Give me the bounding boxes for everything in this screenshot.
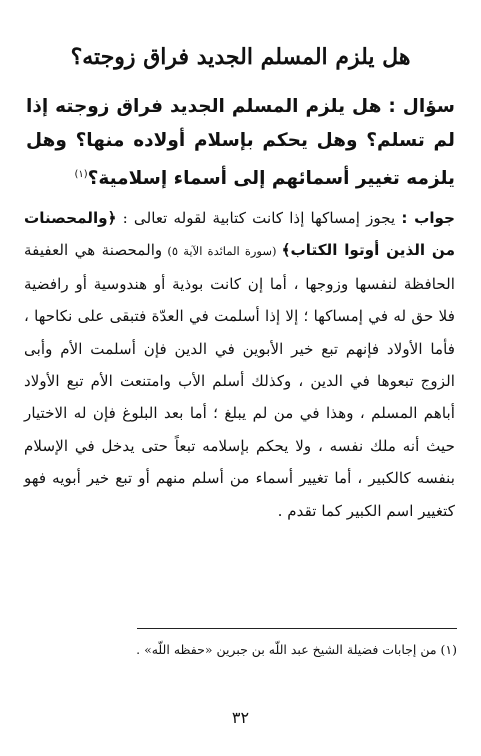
answer-body: والمحصنة هي العفيفة الحافظة لنفسها وزوجها ، أما إن كانت بوذية أو هندوسية أو رافضية فلا حق له في إمساكها ؛ إلا إذا أسلمت في العدّة فتبقى على نكاحها ، فأما الأولاد فإنهم تبع خير الأبوين في الدين فإن أسلمت الأم وأبى الزوج تبعوها في الدين ، وكذلك أسلم الأب وامتنعت الأم تبع الأولاد أباهم المسلم ، وهذا في من لم يبلغ ؛ أما بعد البلوغ فإن له الاختيار حيث أنه ملك نفسه ، ولا يحكم بإسلامه تبعاً حتى يدخل في الإسلام بنفسه كالكبير ، أما تغيير أسماء من أسلم منهم أو تبع خير أبويه فهو كتغيير اسم الكبير كما تقدم . [24, 241, 455, 520]
answer-intro: يجوز إمساكها إذا كانت كتابية لقوله تعالى : [122, 209, 402, 227]
page-number: ٣٢ [231, 708, 250, 727]
question-paragraph [26, 90, 455, 196]
page-title: هل يلزم المسلم الجديد فراق زوجته؟ [70, 44, 411, 70]
question-label: سؤال : [388, 96, 455, 117]
answer-paragraph [24, 202, 455, 527]
verse-reference: (سورة المائدة الآية ٥) [162, 244, 282, 259]
quran-verse: ﴿والمحصنات من الذين أوتوا الكتاب﴾ [24, 209, 455, 260]
footnote-reference: (١) [74, 169, 88, 180]
question-text: هل يلزم المسلم الجديد فراق زوجته إذا لم تسلم؟ وهل يحكم بإسلام أولاده منها؟ وهل يلزمه تغيير أسمائهم إلى أسماء إسلامية؟ [26, 96, 455, 190]
answer-label: جواب : [401, 209, 456, 227]
footnote-divider [137, 628, 457, 629]
footnote: (١) من إجابات فضيلة الشيخ عبد اللّه بن جبرين «حفظه اللّه» . [136, 642, 457, 657]
